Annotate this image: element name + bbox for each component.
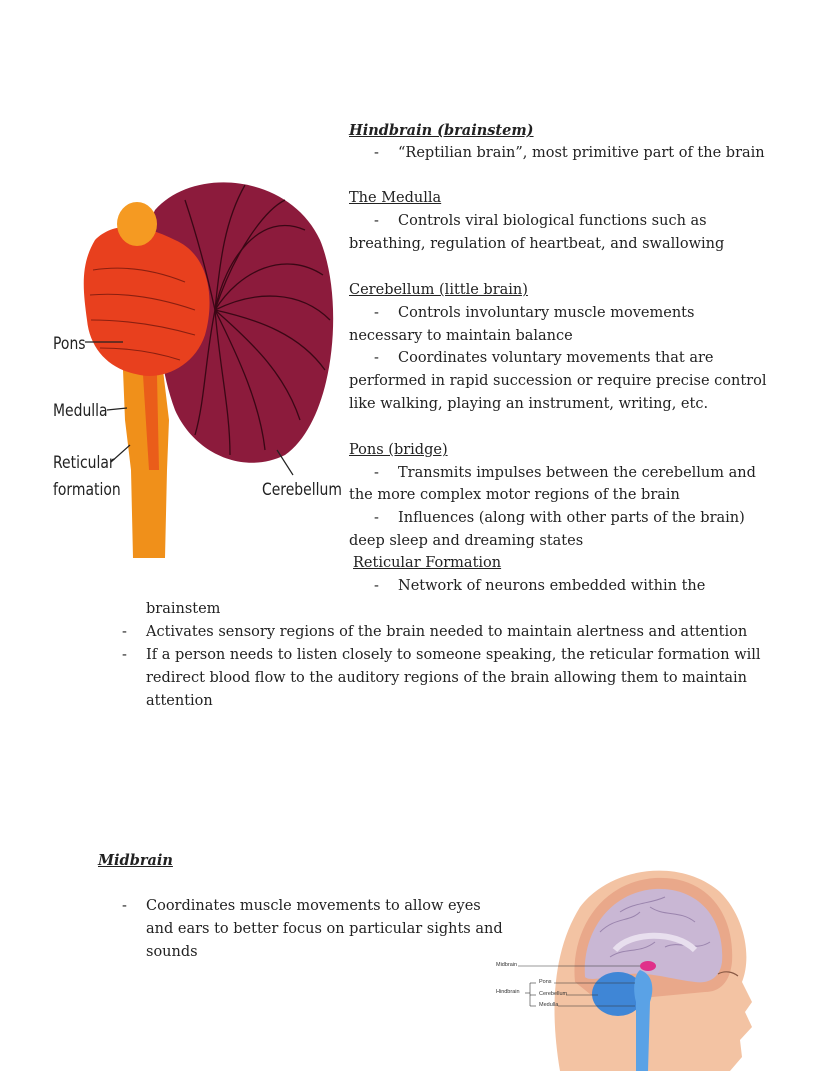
dash: -: [122, 624, 127, 640]
brainstem-illustration: [45, 170, 345, 565]
hindbrain-heading: Hindbrain (brainstem): [349, 122, 534, 139]
fig2-hindbrain: Hindbrain: [496, 989, 520, 995]
pons-b2-line-2: deep sleep and dreaming states: [349, 533, 584, 549]
reticular-b3-line-2: redirect blood flow to the auditory regions of the brain allowing them to maintain: [146, 670, 747, 686]
midbrain-line-1: Coordinates muscle movements to allow eyes: [146, 898, 481, 914]
pons-b1-line-1: Transmits impulses between the cerebellum and: [398, 465, 756, 481]
label-medulla: Medulla: [53, 401, 108, 421]
medulla-heading: The Medulla: [349, 190, 442, 206]
fig2-midbrain: Midbrain: [496, 962, 518, 968]
cerebellum-b1-line-2: necessary to maintain balance: [349, 328, 573, 344]
fig2-medulla: Medulla: [539, 1002, 559, 1008]
reticular-b1-line-1: Network of neurons embedded within the: [398, 578, 706, 594]
head-illustration: [490, 862, 760, 1071]
reticular-heading: Reticular Formation: [353, 555, 502, 571]
cerebellum-b2-line-2: performed in rapid succession or require precise control: [349, 373, 767, 389]
dash: -: [374, 510, 379, 526]
brainstem-figure: [45, 170, 345, 565]
label-reticular-1: Reticular: [53, 453, 115, 473]
label-cerebellum: Cerebellum: [262, 480, 342, 500]
dash: -: [374, 213, 379, 229]
cerebellum-heading: Cerebellum (little brain): [349, 282, 528, 298]
dash: -: [374, 465, 379, 481]
pons-b2-line-1: Influences (along with other parts of the brain): [398, 510, 745, 526]
dash: -: [122, 898, 127, 914]
reticular-b1-line-2: brainstem: [146, 601, 221, 617]
dash: -: [374, 305, 379, 321]
cerebellum-b1-line-1: Controls involuntary muscle movements: [398, 305, 695, 321]
dash: -: [122, 647, 127, 663]
head-figure: [490, 862, 760, 1071]
reticular-b3-line-3: attention: [146, 693, 213, 709]
cerebellum-b2-line-3: like walking, playing an instrument, writing, etc.: [349, 396, 709, 412]
fig2-cerebellum: Cerebellum: [539, 991, 568, 997]
hindbrain-bullet: “Reptilian brain”, most primitive part of the brain: [398, 145, 765, 161]
label-reticular-2: formation: [53, 480, 121, 500]
dash: -: [374, 145, 379, 161]
fig2-pons: Pons: [539, 979, 552, 985]
midbrain-line-3: sounds: [146, 944, 198, 960]
pons-heading: Pons (bridge): [349, 442, 448, 458]
reticular-b3-line-1: If a person needs to listen closely to someone speaking, the reticular formation will: [146, 647, 761, 663]
medulla-line-2: breathing, regulation of heartbeat, and swallowing: [349, 236, 725, 252]
medulla-line-1: Controls viral biological functions such as: [398, 213, 707, 229]
midbrain-heading: Midbrain: [98, 852, 173, 869]
dash: -: [374, 578, 379, 594]
label-pons: Pons: [53, 334, 86, 354]
cerebellum-b2-line-1: Coordinates voluntary movements that are: [398, 350, 714, 366]
reticular-b2: Activates sensory regions of the brain needed to maintain alertness and attention: [146, 624, 748, 640]
pons-b1-line-2: the more complex motor regions of the brain: [349, 487, 680, 503]
midbrain-line-2: and ears to better focus on particular sights and: [146, 921, 503, 937]
dash: -: [374, 350, 379, 366]
